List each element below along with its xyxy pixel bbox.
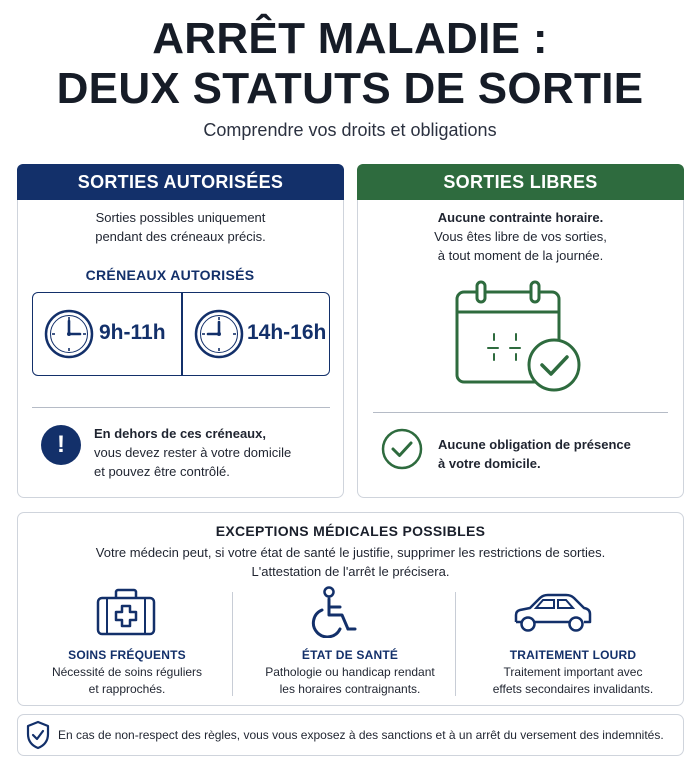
exception-desc-1 [17, 664, 237, 698]
left-intro [17, 208, 344, 246]
exclamation-icon: ! [41, 425, 81, 465]
exceptions-title: EXCEPTIONS MÉDICALES POSSIBLES [215, 523, 486, 539]
car-icon [512, 592, 594, 638]
wheelchair-icon [310, 586, 362, 638]
title-line-1: ARRÊT MALADIE : [152, 14, 548, 63]
page-title [0, 14, 700, 114]
card-heading: SORTIES AUTORISÉES [17, 164, 344, 200]
clock-icon [44, 309, 94, 359]
slot-time-1: 9h-11h [99, 321, 166, 344]
exception-name-3: TRAITEMENT LOURD [509, 648, 637, 662]
exception-name-2: ÉTAT DE SANTÉ [301, 648, 399, 662]
left-warning [94, 424, 334, 481]
right-intro-line-2: Vous êtes libre de vos sorties, [434, 229, 607, 244]
page-subtitle: Comprendre vos droits et obligations [203, 120, 497, 140]
right-divider [373, 412, 668, 413]
left-divider [32, 407, 330, 408]
footer-text: En cas de non-respect des règles, vous vous exposez à des sanctions et à un arrêt du versement des indemnités. [58, 728, 664, 742]
exceptions-intro [17, 543, 684, 581]
slots-divider [181, 293, 183, 375]
exception-desc-1-line-1: Nécessité de soins réguliers [51, 665, 203, 679]
note-line-2: à votre domicile. [438, 456, 541, 471]
warning-line-2: vous devez rester à votre domicile [94, 445, 292, 460]
exception-desc-3-line-1: Traitement important avec [503, 665, 643, 679]
right-note [438, 435, 678, 473]
exception-desc-2-line-2: les horaires contraignants. [279, 682, 421, 696]
note-line-1: Aucune obligation de présence [438, 437, 631, 452]
left-intro-line-2: pendant des créneaux précis. [95, 229, 266, 244]
right-intro-line-3: à tout moment de la journée. [437, 248, 604, 263]
left-intro-line-1: Sorties possibles uniquement [95, 210, 266, 225]
calendar-check-icon [450, 278, 586, 394]
check-circle-icon [381, 428, 423, 470]
exception-desc-2-line-1: Pathologie ou handicap rendant [265, 665, 435, 679]
medical-kit-icon [95, 588, 157, 636]
right-intro-line-1: Aucune contrainte horaire. [437, 210, 604, 225]
slots-label: CRÉNEAUX AUTORISÉS [85, 267, 255, 283]
right-intro [357, 208, 684, 265]
clock-icon [194, 309, 244, 359]
title-line-2: DEUX STATUTS DE SORTIE [56, 64, 644, 113]
exception-desc-3-line-2: effets secondaires invalidants. [492, 682, 654, 696]
exceptions-intro-line-1: Votre médecin peut, si votre état de santé le justifie, supprimer les restrictions de sorties. [95, 545, 606, 560]
warning-line-1: En dehors de ces créneaux, [94, 426, 266, 441]
exception-name-1: SOINS FRÉQUENTS [68, 648, 186, 662]
slot-time-2: 14h-16h [247, 321, 327, 344]
exception-desc-3 [463, 664, 683, 698]
exception-desc-2 [240, 664, 460, 698]
card-heading: SORTIES LIBRES [357, 164, 684, 200]
shield-check-icon [26, 720, 50, 750]
slots-box [32, 292, 330, 376]
exception-desc-1-line-2: et rapprochés. [88, 682, 166, 696]
exceptions-intro-line-2: L'attestation de l'arrêt le précisera. [251, 564, 450, 579]
warning-line-3: et pouvez être contrôlé. [94, 464, 230, 479]
